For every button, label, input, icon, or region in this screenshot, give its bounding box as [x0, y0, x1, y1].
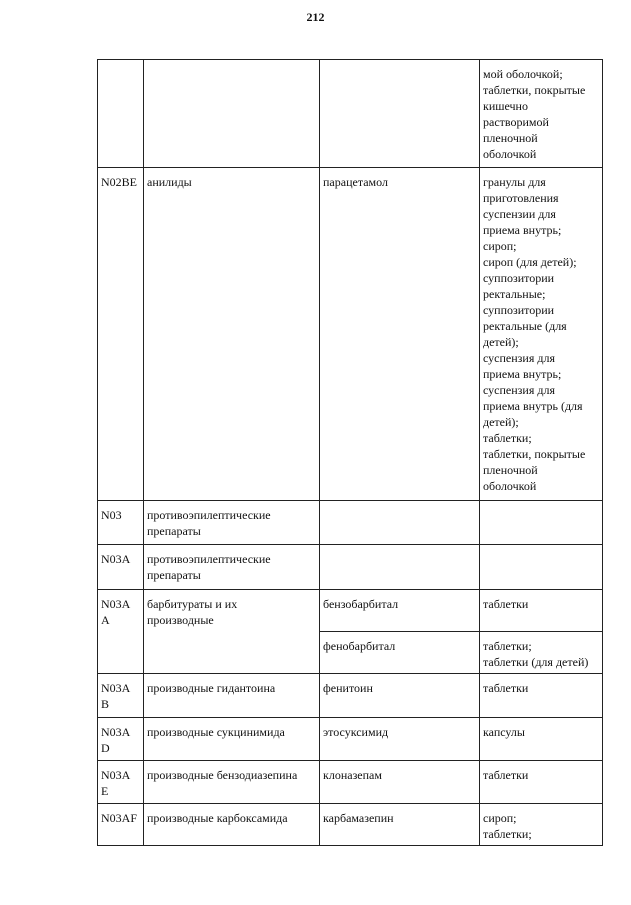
drug-cell: [320, 545, 480, 590]
code-cell: N02BE: [98, 168, 144, 501]
table-row: [98, 717, 603, 760]
form-cell: мой оболочкой; таблетки, покрытые кишечно растворимой пленочной оболочкой: [480, 60, 603, 168]
group-cell: [144, 631, 320, 673]
table-row: [98, 545, 603, 590]
form-cell: сироп; таблетки;: [480, 803, 603, 845]
form-cell: таблетки: [480, 590, 603, 632]
group-cell: противоэпилептические препараты: [144, 501, 320, 545]
code-cell: N03A B: [98, 673, 144, 717]
code-cell: N03: [98, 501, 144, 545]
group-cell: барбитураты и их производные: [144, 590, 320, 632]
form-cell: гранулы для приготовления суспензии для приема внутрь; сироп; сироп (для детей); суппозитории ректальные; суппозитории ректальные (для детей); суспензия для приема внутрь; суспензия для приема внутрь (для детей); таблетки; таблетки, покрытые пленочной оболочкой: [480, 168, 603, 501]
form-cell: таблетки: [480, 673, 603, 717]
drug-cell: этосуксимид: [320, 717, 480, 760]
table-row: [98, 168, 603, 501]
code-cell: [98, 60, 144, 168]
group-cell: [144, 60, 320, 168]
code-cell: N03A: [98, 545, 144, 590]
group-cell: анилиды: [144, 168, 320, 501]
form-cell: [480, 501, 603, 545]
drug-cell: фенобарбитал: [320, 631, 480, 673]
table-row: [98, 501, 603, 545]
form-cell: [480, 545, 603, 590]
form-cell: таблетки; таблетки (для детей): [480, 631, 603, 673]
table-row: [98, 631, 603, 673]
form-cell: капсулы: [480, 717, 603, 760]
group-cell: противоэпилептические препараты: [144, 545, 320, 590]
drug-cell: парацетамол: [320, 168, 480, 501]
page-number: 212: [306, 10, 325, 24]
drug-classification-table: [97, 59, 603, 846]
code-cell: N03A E: [98, 760, 144, 803]
drug-cell: бензобарбитал: [320, 590, 480, 632]
drug-cell: [320, 501, 480, 545]
code-cell: N03A D: [98, 717, 144, 760]
group-cell: производные бензодиазепина: [144, 760, 320, 803]
table-row: [98, 590, 603, 632]
code-cell: N03AF: [98, 803, 144, 845]
code-cell: [98, 631, 144, 673]
drug-cell: [320, 60, 480, 168]
form-cell: таблетки: [480, 760, 603, 803]
group-cell: производные гидантоина: [144, 673, 320, 717]
group-cell: производные сукцинимида: [144, 717, 320, 760]
group-cell: производные карбоксамида: [144, 803, 320, 845]
table-row: [98, 60, 603, 168]
drug-cell: карбамазепин: [320, 803, 480, 845]
drug-cell: фенитоин: [320, 673, 480, 717]
table-row: [98, 803, 603, 845]
drug-cell: клоназепам: [320, 760, 480, 803]
code-cell: N03A A: [98, 590, 144, 632]
table-row: [98, 673, 603, 717]
table-row: [98, 760, 603, 803]
